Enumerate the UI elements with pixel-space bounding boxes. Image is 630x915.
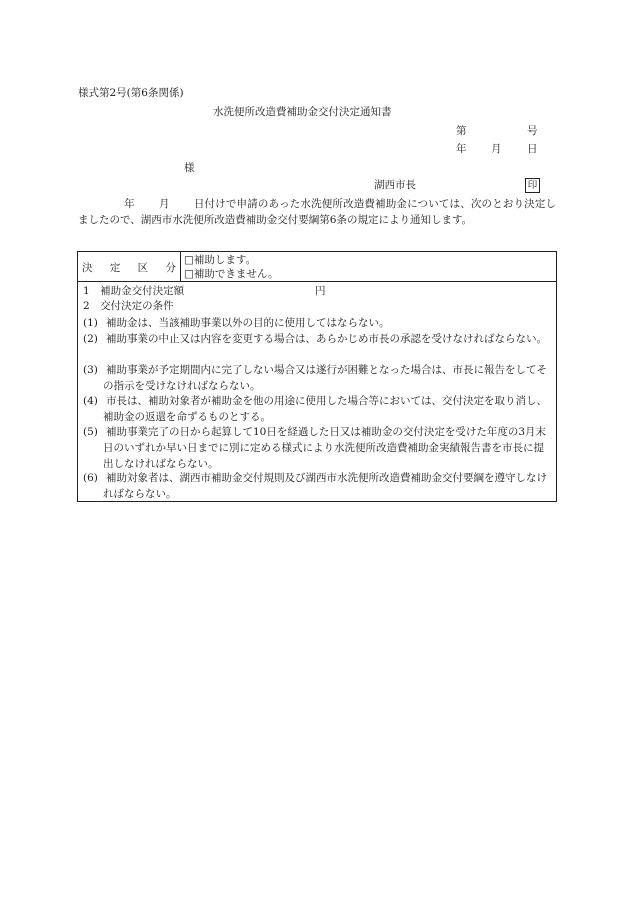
condition-item bbox=[83, 424, 553, 472]
grant-amount-label: 1 補助金交付決定額 bbox=[83, 285, 185, 297]
doc-number-suffix: 号 bbox=[527, 125, 538, 137]
conditions-heading: 2 交付決定の条件 bbox=[83, 300, 174, 312]
date-day-label: 日 bbox=[527, 143, 538, 155]
decision-heading-char: 区 bbox=[137, 262, 149, 274]
date-month-label: 月 bbox=[491, 143, 502, 155]
option-grant-checkbox[interactable]: □補助します。 bbox=[184, 254, 257, 266]
condition-number: (6) bbox=[83, 472, 98, 484]
decision-table bbox=[77, 251, 557, 282]
condition-item bbox=[83, 315, 553, 331]
condition-number: (4) bbox=[83, 395, 98, 407]
decision-heading-char: 分 bbox=[165, 262, 176, 274]
condition-item bbox=[83, 470, 553, 502]
condition-item bbox=[83, 393, 553, 425]
doc-number-prefix: 第 bbox=[456, 125, 467, 137]
condition-text: 補助金は、当該補助事業以外の目的に使用してはならない。 bbox=[106, 317, 390, 329]
condition-number: (2) bbox=[83, 333, 98, 345]
issuer-name: 湖西市長 bbox=[374, 179, 416, 191]
date-year-label: 年 bbox=[456, 143, 467, 155]
decision-heading bbox=[82, 260, 176, 275]
condition-text: 市長は、補助対象者が補助金を他の用途に使用した場合等においては、交付決定を取り消し、補助金の返還を命ずるものとする。 bbox=[103, 395, 547, 423]
document-title: 水洗便所改造費補助金交付決定通知書 bbox=[213, 106, 392, 118]
notice-paragraph bbox=[78, 196, 556, 228]
decision-heading-char: 定 bbox=[109, 262, 121, 274]
condition-number: (5) bbox=[83, 426, 98, 438]
addressee-suffix: 様 bbox=[184, 162, 195, 174]
seal-mark: 印 bbox=[525, 178, 540, 193]
body-text: 日付けで申請のあった水洗便所改造費補助金については、次のとおり決定しましたので、湖西市水洗便所改造費補助金交付要綱第6条の規定により通知します。 bbox=[78, 198, 557, 226]
condition-item bbox=[83, 362, 553, 394]
body-year-label: 年 bbox=[124, 198, 135, 210]
table-divider bbox=[180, 252, 181, 281]
condition-text: 補助対象者は、湖西市補助金交付規則及び湖西市水洗便所改造費補助金交付要綱を遵守しなければならない。 bbox=[103, 472, 547, 500]
condition-number: (3) bbox=[83, 364, 98, 376]
grant-amount-unit: 円 bbox=[315, 285, 326, 297]
condition-number: (1) bbox=[83, 317, 98, 329]
option-deny-checkbox[interactable]: □補助できません。 bbox=[184, 268, 279, 280]
conditions-box bbox=[77, 282, 557, 502]
form-number: 様式第2号(第6条関係) bbox=[78, 87, 184, 99]
decision-heading-char: 決 bbox=[82, 262, 93, 274]
condition-text: 補助事業の中止又は内容を変更する場合は、あらかじめ市長の承認を受けなければならない。 bbox=[106, 333, 547, 345]
condition-text: 補助事業が予定期間内に完了しない場合又は遂行が困難となった場合は、市長に報告をしてその指示を受けなければならない。 bbox=[103, 364, 547, 392]
condition-text: 補助事業完了の日から起算して10日を経過した日又は補助金の交付決定を受けた年度の3月末日のいずれか早い日までに別に定める様式により水洗便所改造費補助金実績報告書を市長に提出しなければならない。 bbox=[103, 426, 547, 470]
body-month-label: 月 bbox=[158, 198, 170, 210]
condition-item bbox=[83, 331, 553, 347]
